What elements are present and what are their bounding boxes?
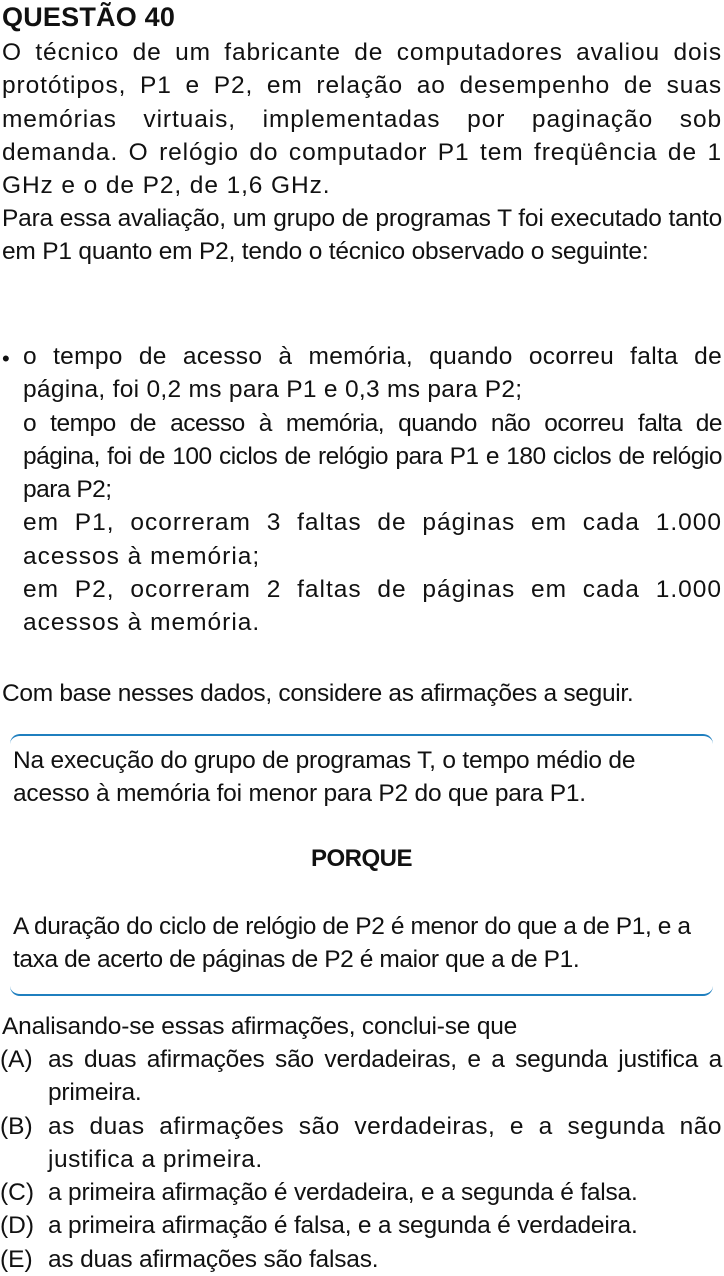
- option-letter: (A): [0, 1046, 33, 1073]
- bullet-icon: •: [2, 346, 10, 371]
- option-text: as duas afirmações são verdadeiras, e a segunda justifica a primeira.: [48, 1046, 722, 1107]
- evaluation-paragraph: Para essa avaliação, um grupo de programas T foi executado tanto em P1 quanto em P2, tendo o técnico observado o seguinte:: [2, 205, 722, 266]
- observation-item: o tempo de acesso à memória, quando ocorreu falta de página, foi 0,2 ms para P1 e 0,3 ms para P2;: [23, 343, 722, 404]
- observation-item: em P2, ocorreram 2 faltas de páginas em cada 1.000 acessos à memória.: [23, 576, 722, 637]
- question-title: QUESTÃO 40: [2, 2, 176, 32]
- option-letter: (C): [0, 1179, 35, 1207]
- option-a[interactable]: [0, 1043, 724, 1110]
- option-d[interactable]: [0, 1209, 724, 1242]
- option-c[interactable]: [0, 1176, 724, 1209]
- option-text: a primeira afirmação é verdadeira, e a segunda é falsa.: [48, 1179, 638, 1207]
- assertion-one: Na execução do grupo de programas T, o tempo médio de acesso à memória foi menor para P2 do que para P1.: [13, 747, 636, 807]
- consider-statement: Com base nesses dados, considere as afirmações a seguir.: [2, 680, 634, 707]
- option-letter: (E): [0, 1245, 33, 1273]
- box-bottom-border: [10, 984, 713, 996]
- observation-item: em P1, ocorreram 3 faltas de páginas em cada 1.000 acessos à memória;: [23, 509, 722, 570]
- option-letter: (D): [0, 1212, 35, 1240]
- porque-connector: PORQUE: [310, 845, 412, 872]
- option-e[interactable]: [0, 1243, 724, 1276]
- assertion-two: A duração do ciclo de relógio de P2 é menor do que a de P1, e a taxa de acerto de páginas de P2 é maior que a de P1.: [13, 913, 691, 973]
- assertions-box: [10, 734, 713, 996]
- answer-options: [0, 1043, 724, 1276]
- option-text: as duas afirmações são verdadeiras, e a segunda não justifica a primeira.: [48, 1112, 722, 1173]
- conclusion-statement: Analisando-se essas afirmações, conclui-se que: [2, 1013, 518, 1040]
- option-letter: (B): [0, 1112, 33, 1140]
- option-b[interactable]: [0, 1110, 724, 1177]
- intro-paragraph: O técnico de um fabricante de computadores avaliou dois protótipos, P1 e P2, em relação ao desempenho de suas memórias virtuais, implementadas por paginação sob demanda. O relógio do computador P1 tem freqüência de 1 GHz e o de P2, de 1,6 GHz.: [2, 39, 722, 200]
- option-text: as duas afirmações são falsas.: [48, 1245, 379, 1273]
- observation-list: [23, 340, 722, 640]
- observation-item: o tempo de acesso à memória, quando não ocorreu falta de página, foi de 100 ciclos de relógio para P1 e 180 ciclos de relógio para P2;: [23, 409, 722, 504]
- option-text: a primeira afirmação é falsa, e a segunda é verdadeira.: [48, 1212, 638, 1240]
